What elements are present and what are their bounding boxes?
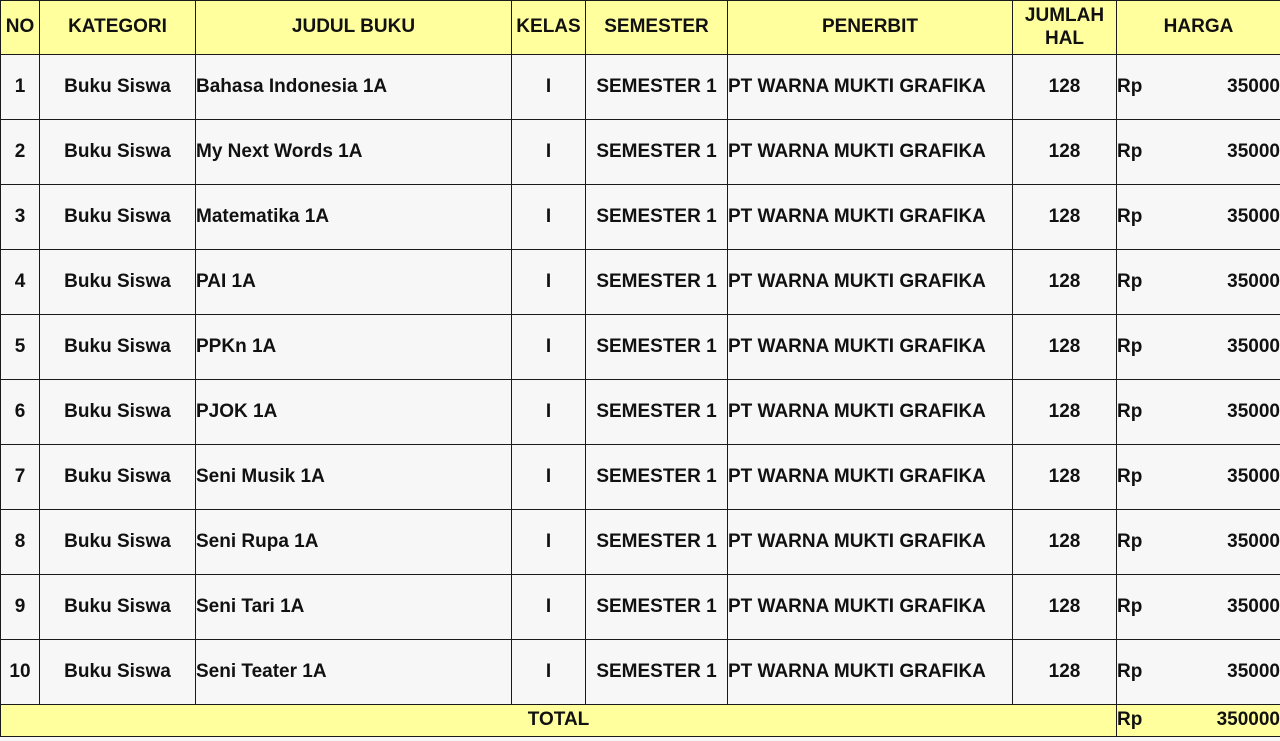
header-kategori[interactable]: KATEGORI xyxy=(40,1,196,55)
cell-penerbit[interactable]: PT WARNA MUKTI GRAFIKA xyxy=(728,380,1013,445)
cell-kelas[interactable]: I xyxy=(512,120,586,185)
price-value: 35000 xyxy=(1227,75,1280,97)
cell-harga[interactable] xyxy=(1117,120,1280,185)
cell-jumlah-hal[interactable]: 128 xyxy=(1013,510,1117,575)
table-row xyxy=(1,315,1280,380)
cell-judul-buku[interactable]: Seni Teater 1A xyxy=(196,640,512,705)
cell-no[interactable]: 6 xyxy=(1,380,40,445)
table-footer xyxy=(1,705,1280,737)
cell-no[interactable]: 1 xyxy=(1,55,40,120)
cell-no[interactable]: 2 xyxy=(1,120,40,185)
cell-penerbit[interactable]: PT WARNA MUKTI GRAFIKA xyxy=(728,250,1013,315)
cell-kelas[interactable]: I xyxy=(512,445,586,510)
cell-harga[interactable] xyxy=(1117,380,1280,445)
cell-semester[interactable]: SEMESTER 1 xyxy=(586,120,728,185)
cell-jumlah-hal[interactable]: 128 xyxy=(1013,315,1117,380)
price-currency: Rp xyxy=(1117,205,1143,227)
price-value: 35000 xyxy=(1227,400,1280,422)
cell-jumlah-hal[interactable]: 128 xyxy=(1013,380,1117,445)
cell-penerbit[interactable]: PT WARNA MUKTI GRAFIKA xyxy=(728,575,1013,640)
price-currency: Rp xyxy=(1117,75,1143,97)
cell-judul-buku[interactable]: Seni Rupa 1A xyxy=(196,510,512,575)
cell-kelas[interactable]: I xyxy=(512,55,586,120)
cell-kategori[interactable]: Buku Siswa xyxy=(40,445,196,510)
cell-judul-buku[interactable]: Seni Tari 1A xyxy=(196,575,512,640)
total-price-cell[interactable] xyxy=(1117,705,1280,737)
cell-penerbit[interactable]: PT WARNA MUKTI GRAFIKA xyxy=(728,640,1013,705)
cell-jumlah-hal[interactable]: 128 xyxy=(1013,250,1117,315)
price-currency: Rp xyxy=(1117,595,1143,617)
header-row xyxy=(1,1,1280,55)
cell-no[interactable]: 7 xyxy=(1,445,40,510)
table-row xyxy=(1,185,1280,250)
header-kelas[interactable]: KELAS xyxy=(512,1,586,55)
price-currency: Rp xyxy=(1117,335,1143,357)
cell-kelas[interactable]: I xyxy=(512,250,586,315)
cell-semester[interactable]: SEMESTER 1 xyxy=(586,445,728,510)
total-value: 350000 xyxy=(1216,709,1280,731)
price-currency: Rp xyxy=(1117,400,1143,422)
cell-judul-buku[interactable]: Matematika 1A xyxy=(196,185,512,250)
total-label[interactable]: TOTAL xyxy=(1,705,1117,737)
cell-kategori[interactable]: Buku Siswa xyxy=(40,55,196,120)
cell-penerbit[interactable]: PT WARNA MUKTI GRAFIKA xyxy=(728,510,1013,575)
table-row xyxy=(1,55,1280,120)
cell-no[interactable]: 10 xyxy=(1,640,40,705)
total-currency: Rp xyxy=(1117,709,1143,731)
cell-jumlah-hal[interactable]: 128 xyxy=(1013,120,1117,185)
cell-kategori[interactable]: Buku Siswa xyxy=(40,250,196,315)
cell-penerbit[interactable]: PT WARNA MUKTI GRAFIKA xyxy=(728,185,1013,250)
header-semester[interactable]: SEMESTER xyxy=(586,1,728,55)
cell-semester[interactable]: SEMESTER 1 xyxy=(586,55,728,120)
price-value: 35000 xyxy=(1227,660,1280,682)
cell-harga[interactable] xyxy=(1117,315,1280,380)
cell-judul-buku[interactable]: PAI 1A xyxy=(196,250,512,315)
cell-semester[interactable]: SEMESTER 1 xyxy=(586,640,728,705)
cell-no[interactable]: 5 xyxy=(1,315,40,380)
cell-kelas[interactable]: I xyxy=(512,510,586,575)
cell-judul-buku[interactable]: PJOK 1A xyxy=(196,380,512,445)
table-body xyxy=(1,55,1280,705)
cell-harga[interactable] xyxy=(1117,510,1280,575)
table-header xyxy=(1,1,1280,55)
cell-judul-buku[interactable]: My Next Words 1A xyxy=(196,120,512,185)
table-row xyxy=(1,640,1280,705)
header-no[interactable]: NO xyxy=(1,1,40,55)
price-currency: Rp xyxy=(1117,530,1143,552)
header-judul-buku[interactable]: JUDUL BUKU xyxy=(196,1,512,55)
cell-kategori[interactable]: Buku Siswa xyxy=(40,315,196,380)
cell-semester[interactable]: SEMESTER 1 xyxy=(586,185,728,250)
cell-no[interactable]: 3 xyxy=(1,185,40,250)
table-row xyxy=(1,120,1280,185)
price-value: 35000 xyxy=(1227,465,1280,487)
table-row xyxy=(1,445,1280,510)
cell-semester[interactable]: SEMESTER 1 xyxy=(586,315,728,380)
table-row xyxy=(1,510,1280,575)
cell-semester[interactable]: SEMESTER 1 xyxy=(586,575,728,640)
table-row xyxy=(1,250,1280,315)
price-value: 35000 xyxy=(1227,335,1280,357)
cell-no[interactable]: 8 xyxy=(1,510,40,575)
cell-judul-buku[interactable]: Seni Musik 1A xyxy=(196,445,512,510)
cell-harga[interactable] xyxy=(1117,55,1280,120)
cell-kelas[interactable]: I xyxy=(512,575,586,640)
cell-kategori[interactable]: Buku Siswa xyxy=(40,640,196,705)
cell-no[interactable]: 9 xyxy=(1,575,40,640)
cell-jumlah-hal[interactable]: 128 xyxy=(1013,640,1117,705)
header-penerbit[interactable]: PENERBIT xyxy=(728,1,1013,55)
cell-kategori[interactable]: Buku Siswa xyxy=(40,575,196,640)
price-currency: Rp xyxy=(1117,465,1143,487)
cell-penerbit[interactable]: PT WARNA MUKTI GRAFIKA xyxy=(728,120,1013,185)
cell-penerbit[interactable]: PT WARNA MUKTI GRAFIKA xyxy=(728,445,1013,510)
header-jumlah-hal[interactable] xyxy=(1013,1,1117,55)
price-value: 35000 xyxy=(1227,595,1280,617)
cell-kelas[interactable]: I xyxy=(512,185,586,250)
cell-harga[interactable] xyxy=(1117,250,1280,315)
cell-jumlah-hal[interactable]: 128 xyxy=(1013,185,1117,250)
cell-kategori[interactable]: Buku Siswa xyxy=(40,510,196,575)
header-jumlah-hal-line2: HAL xyxy=(1044,27,1085,49)
table-row xyxy=(1,380,1280,445)
cell-semester[interactable]: SEMESTER 1 xyxy=(586,380,728,445)
table-row xyxy=(1,575,1280,640)
cell-penerbit[interactable]: PT WARNA MUKTI GRAFIKA xyxy=(728,55,1013,120)
cell-kelas[interactable]: I xyxy=(512,640,586,705)
cell-jumlah-hal[interactable]: 128 xyxy=(1013,575,1117,640)
total-row xyxy=(1,705,1280,737)
price-currency: Rp xyxy=(1117,140,1143,162)
cell-harga[interactable] xyxy=(1117,575,1280,640)
price-value: 35000 xyxy=(1227,140,1280,162)
price-currency: Rp xyxy=(1117,660,1143,682)
cell-kelas[interactable]: I xyxy=(512,380,586,445)
cell-kategori[interactable]: Buku Siswa xyxy=(40,120,196,185)
price-value: 35000 xyxy=(1227,270,1280,292)
cell-judul-buku[interactable]: Bahasa Indonesia 1A xyxy=(196,55,512,120)
cell-harga[interactable] xyxy=(1117,445,1280,510)
cell-jumlah-hal[interactable]: 128 xyxy=(1013,445,1117,510)
price-value: 35000 xyxy=(1227,205,1280,227)
header-harga[interactable]: HARGA xyxy=(1117,1,1280,55)
price-value: 35000 xyxy=(1227,530,1280,552)
cell-semester[interactable]: SEMESTER 1 xyxy=(586,250,728,315)
cell-kategori[interactable]: Buku Siswa xyxy=(40,185,196,250)
cell-penerbit[interactable]: PT WARNA MUKTI GRAFIKA xyxy=(728,315,1013,380)
cell-harga[interactable] xyxy=(1117,185,1280,250)
cell-kategori[interactable]: Buku Siswa xyxy=(40,380,196,445)
header-jumlah-hal-line1: JUMLAH xyxy=(1024,4,1105,26)
price-currency: Rp xyxy=(1117,270,1143,292)
cell-semester[interactable]: SEMESTER 1 xyxy=(586,510,728,575)
cell-no[interactable]: 4 xyxy=(1,250,40,315)
cell-jumlah-hal[interactable]: 128 xyxy=(1013,55,1117,120)
cell-harga[interactable] xyxy=(1117,640,1280,705)
cell-judul-buku[interactable]: PPKn 1A xyxy=(196,315,512,380)
cell-kelas[interactable]: I xyxy=(512,315,586,380)
